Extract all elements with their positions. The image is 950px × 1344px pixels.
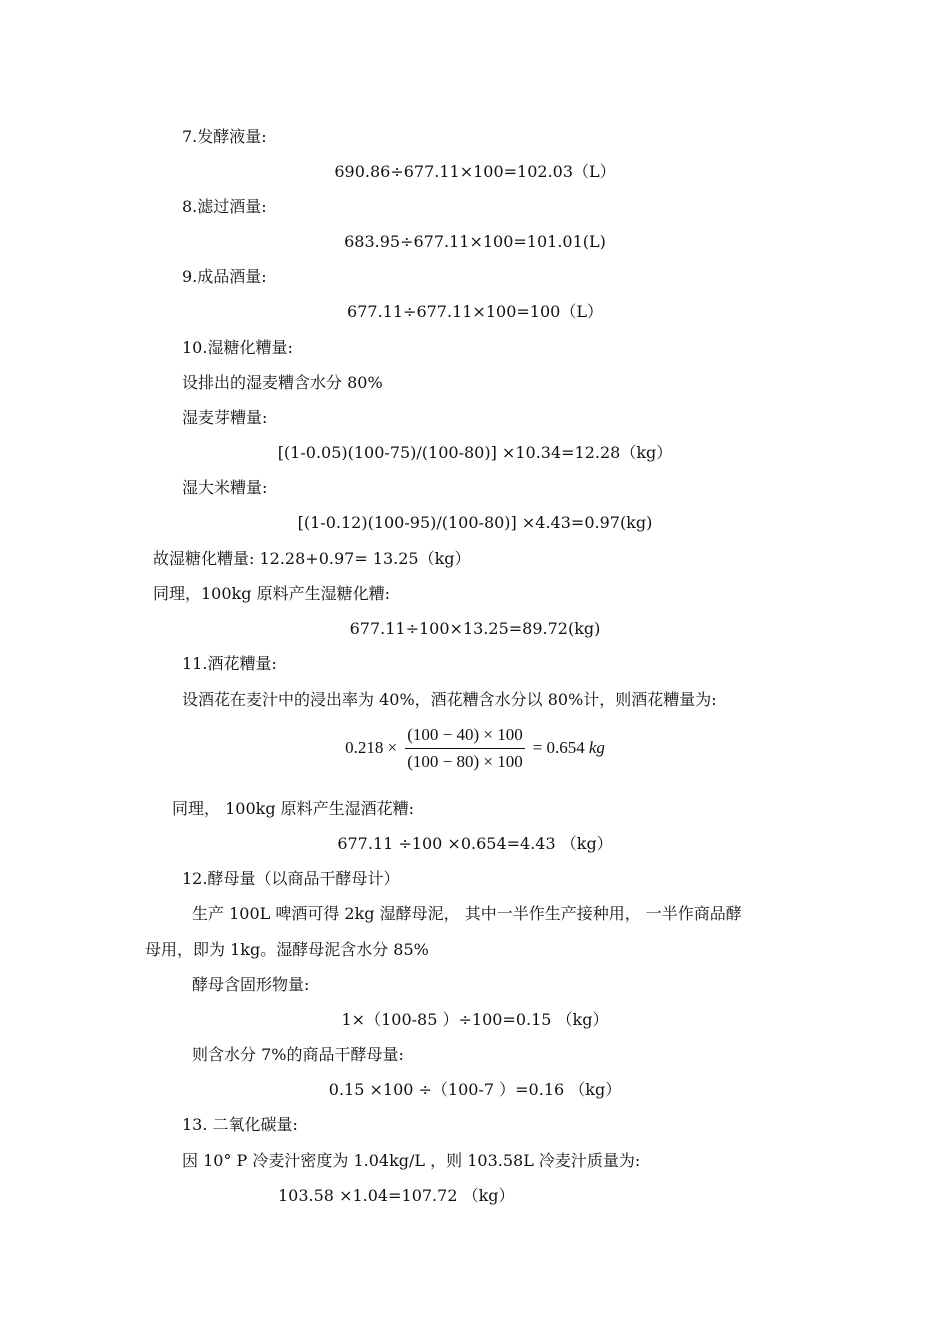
line-filtered-beer-formula: 683.95÷677.11×100=101.01(L) (344, 232, 606, 251)
line-yeast-heading: 12.酵母量（以商品干酵母计） (182, 869, 400, 888)
line-hop-residue-heading: 11.酒花糟量: (182, 654, 277, 673)
line-wet-grain-heading: 10.湿糖化糟量: (182, 338, 293, 357)
line-yeast-paragraph-2: 母用，即为 1kg。湿酵母泥含水分 85% (145, 940, 429, 959)
line-dry-yeast-label: 则含水分 7%的商品干酵母量: (192, 1045, 404, 1064)
line-finished-beer-heading: 9.成品酒量: (182, 267, 267, 286)
line-co2-density: 因 10° P 冷麦汁密度为 1.04kg/L ，则 103.58L 冷麦汁质量为: (182, 1151, 641, 1170)
line-co2-heading: 13. 二氧化碳量: (182, 1115, 298, 1134)
line-hop-residue-assumption: 设酒花在麦汁中的浸出率为 40%，酒花糟含水分以 80%计，则酒花糟量为: (182, 690, 717, 709)
line-wet-grain-assumption: 设排出的湿麦糟含水分 80% (182, 373, 383, 392)
formula-coefficient: 0.218 × (345, 738, 398, 757)
line-fermentation-broth-formula: 690.86÷677.11×100=102.03（L） (334, 162, 616, 181)
formula-result: = 0.654 (532, 738, 585, 757)
line-filtered-beer-heading: 8.滤过酒量: (182, 197, 267, 216)
hop-residue-fraction-formula (0, 720, 950, 776)
line-yeast-solids-formula: 1×（100-85 ）÷100=0.15 （kg） (341, 1010, 609, 1029)
line-finished-beer-formula: 677.11÷677.11×100=100（L） (347, 302, 603, 321)
line-wet-grain-total: 故湿糖化糟量: 12.28+0.97= 13.25（kg） (153, 549, 471, 568)
line-dry-yeast-formula: 0.15 ×100 ÷（100-7 ）=0.16 （kg） (328, 1080, 622, 1099)
line-yeast-solids-label: 酵母含固形物量: (192, 975, 310, 994)
line-wet-grain-per-100kg-formula: 677.11÷100×13.25=89.72(kg) (349, 619, 601, 638)
line-wet-rice-grain-label: 湿大米糟量: (182, 478, 268, 497)
line-wet-malt-grain-label: 湿麦芽糟量: (182, 408, 268, 427)
fraction (405, 724, 525, 773)
line-co2-mass-formula: 103.58 ×1.04=107.72 （kg） (278, 1186, 515, 1205)
line-yeast-paragraph-1: 生产 100L 啤酒可得 2kg 湿酵母泥， 其中一半作生产接种用， 一半作商品酵 (192, 904, 742, 923)
fraction-numerator: (100 − 40) × 100 (405, 724, 525, 749)
line-hop-residue-per-100kg: 同理， 100kg 原料产生湿酒花糟: (172, 799, 415, 818)
formula-unit: kg (588, 738, 605, 757)
line-wet-grain-per-100kg: 同理，100kg 原料产生湿糖化糟: (153, 584, 390, 603)
line-wet-rice-grain-formula: [(1-0.12)(100-95)/(100-80)] ×4.43=0.97(kg) (297, 513, 653, 532)
fraction-denominator: (100 − 80) × 100 (407, 751, 523, 771)
line-hop-residue-per-100kg-formula: 677.11 ÷100 ×0.654=4.43 （kg） (337, 834, 613, 853)
line-wet-malt-grain-formula: [(1-0.05)(100-75)/(100-80)] ×10.34=12.28（kg） (277, 443, 673, 462)
line-fermentation-broth-heading: 7.发酵液量: (182, 127, 267, 146)
